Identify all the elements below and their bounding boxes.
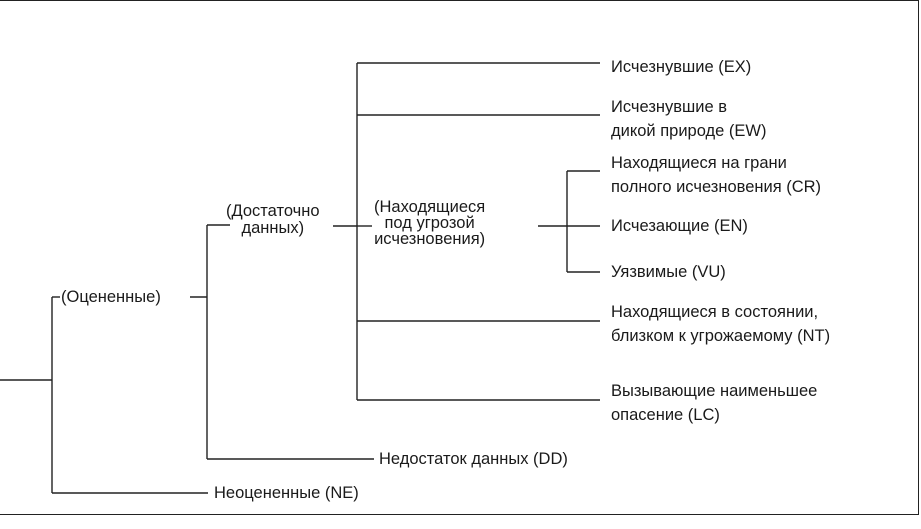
- threatened-label: (Находящиеся под угрозой исчезновения): [374, 198, 486, 248]
- vulnerable-label: Уязвимые (VU): [611, 263, 726, 281]
- sufficient-data-label: (Достаточно данных): [226, 202, 320, 237]
- least-concern-label: Вызывающие наименьшее опасение (LC): [611, 382, 818, 424]
- extinct-label: Исчезнувшие (EX): [611, 58, 752, 76]
- critically-endangered-label: Находящиеся на грани полного исчезновения (CR): [611, 154, 822, 196]
- extinct-in-wild-label: Исчезнувшие в дикой природе (EW): [611, 98, 767, 140]
- endangered-label: Исчезающие (EN): [611, 217, 748, 235]
- evaluated-label: (Оцененные): [61, 288, 161, 306]
- near-threatened-label: Находящиеся в состоянии, близком к угрожаемому (NT): [611, 303, 831, 345]
- not-evaluated-label: Неоцененные (NE): [214, 484, 359, 502]
- data-deficient-label: Недостаток данных (DD): [379, 450, 568, 468]
